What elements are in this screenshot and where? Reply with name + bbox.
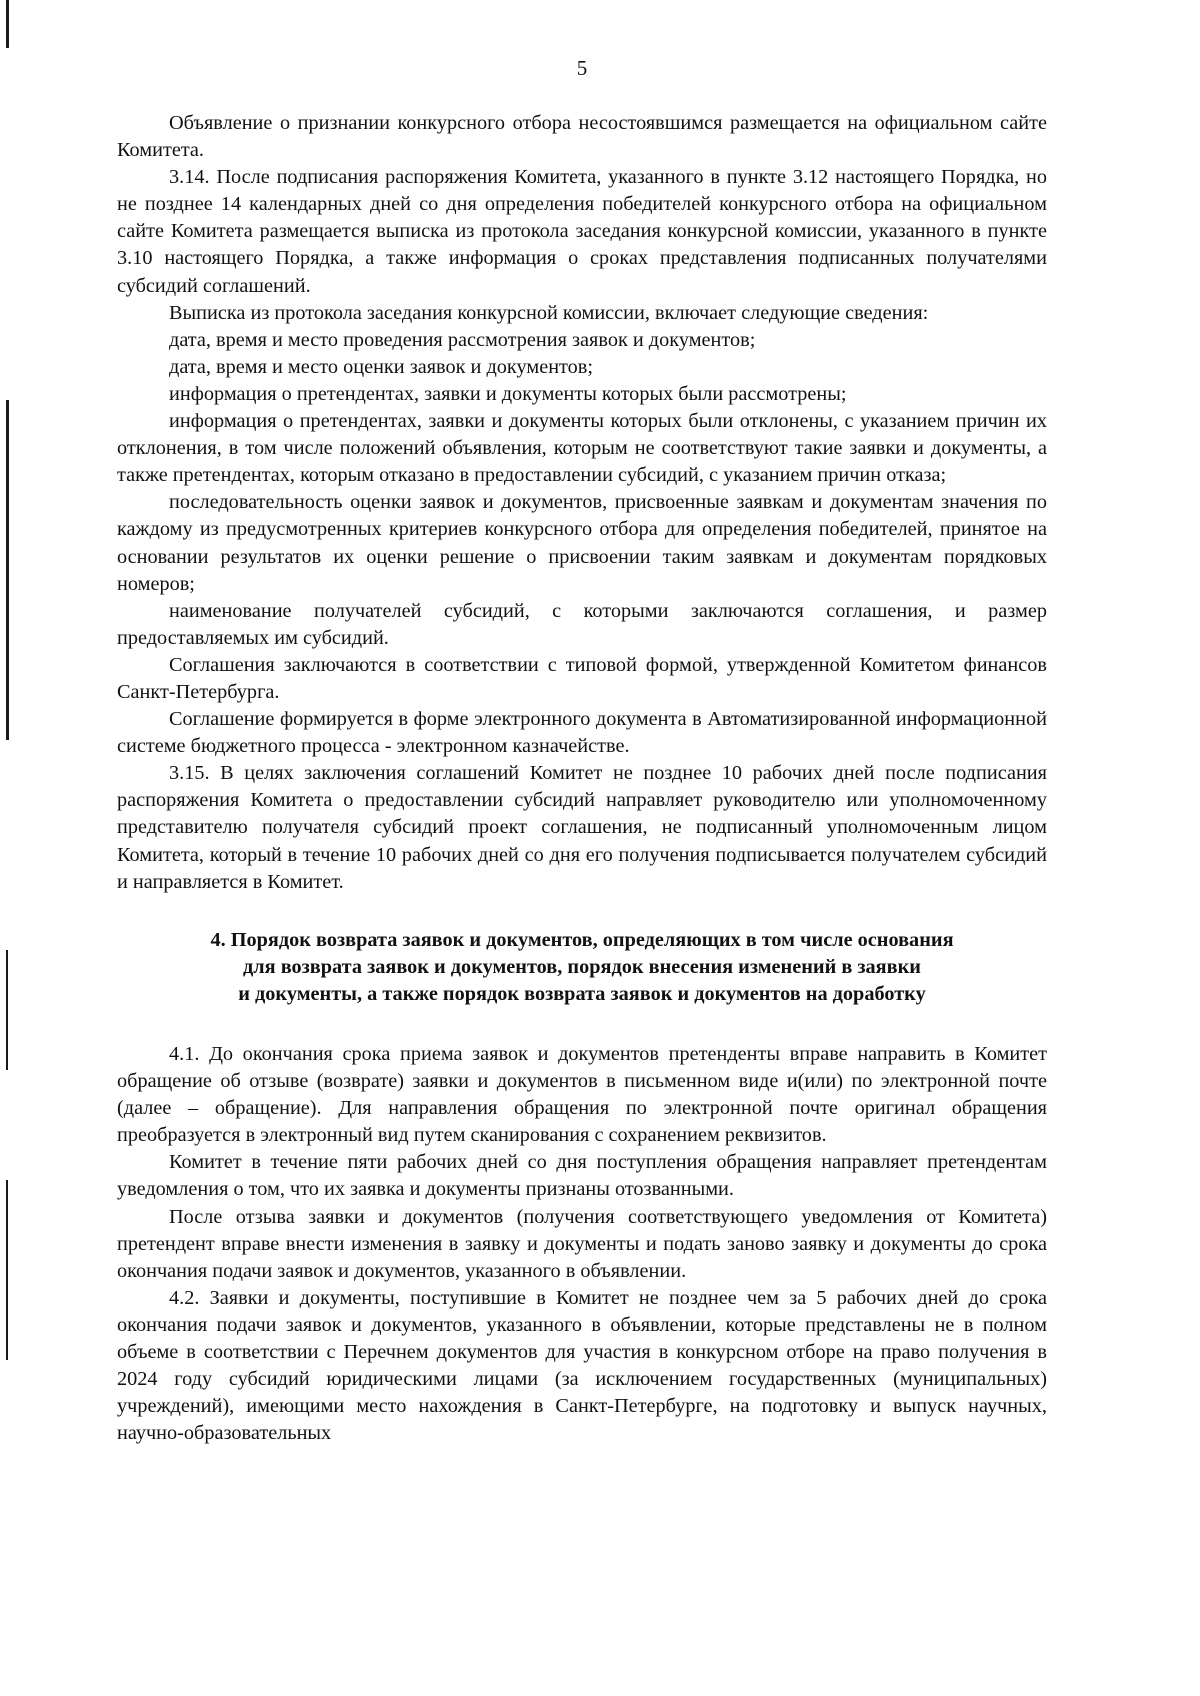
list-item: дата, время и место проведения рассмотрения заявок и документов; xyxy=(169,328,756,351)
paragraph: 3.14. После подписания распоряжения Комитета, указанного в пункте 3.12 настоящего Порядка, но не позднее 14 календарных дней со дня определения победителей конкурсного отбора на официальном сайте Комитета размещается выписка из протокола заседания конкурсной комиссии, указанного в пункте 3.10 настоящего Порядка, а также информация о сроках представления подписанных получателями субсидий соглашений. xyxy=(117,166,1047,297)
list-item: информация о претендентах, заявки и документы которых были отклонены, с указанием причин их отклонения, в том числе положений объявления, которым не соответствуют такие заявки и документы, а также претендентах, которым отказано в предоставлении субсидий, с указанием причин отказа; xyxy=(117,410,1047,487)
section-heading xyxy=(117,927,1047,1008)
paragraph: Соглашение формируется в форме электронного документа в Автоматизированной информационной системе бюджетного процесса - электронном казначействе. xyxy=(117,708,1047,758)
paragraph: Соглашения заключаются в соответствии с типовой формой, утвержденной Комитетом финансов Санкт-Петербурга. xyxy=(117,653,1047,703)
paragraph: 4.1. До окончания срока приема заявок и документов претенденты вправе направить в Комитет обращение об отзыве (возврате) заявки и документов в письменном виде и(или) по электронной почте (далее – обращение). Для направления обращения по электронной почте оригинал обращения преобразуется в электронный вид путем сканирования с сохранением реквизитов. xyxy=(117,1043,1047,1147)
scan-edge-line-middle xyxy=(6,400,9,740)
section-heading-line: для возврата заявок и документов, порядок внесения изменений в заявки xyxy=(243,955,921,978)
paragraph: Комитет в течение пяти рабочих дней со дня поступления обращения направляет претендентам уведомления о том, что их заявка и документы признаны отозванными. xyxy=(117,1151,1047,1201)
list-item: наименование получателей субсидий, с которыми заключаются соглашения, и размер предоставляемых им субсидий. xyxy=(117,599,1047,649)
paragraph: Объявление о признании конкурсного отбора несостоявшимся размещается на официальном сайте Комитета. xyxy=(117,112,1047,162)
paragraph: 3.15. В целях заключения соглашений Комитет не позднее 10 рабочих дней после подписания распоряжения Комитета о предоставлении субсидий направляет руководителю или уполномоченному представителю получателя субсидий проект соглашения, не подписанный уполномоченным лицом Комитета, который в течение 10 рабочих дней со дня его получения подписывается получателем субсидий и направляется в Комитет. xyxy=(117,762,1047,893)
scan-edge-line-lower xyxy=(6,950,8,1070)
section-heading-line: и документы, а также порядок возврата заявок и документов на доработку xyxy=(238,982,926,1005)
list-item: последовательность оценки заявок и документов, присвоенные заявкам и документам значения по каждому из предусмотренных критериев конкурсного отбора для определения победителей, принятое на основании результатов их оценки решение о присвоении таким заявкам и документам порядковых номеров; xyxy=(117,491,1047,595)
paragraphs-bottom xyxy=(117,1041,1047,1447)
paragraph: Выписка из протокола заседания конкурсной комиссии, включает следующие сведения: xyxy=(169,301,929,324)
document-page xyxy=(117,0,1047,1447)
section-heading-line: 4. Порядок возврата заявок и документов, определяющих в том числе основания xyxy=(210,928,954,951)
paragraph: После отзыва заявки и документов (получения соответствующего уведомления от Комитета) претендент вправе внести изменения в заявку и документы и подать заново заявку и документы до срока окончания подачи заявок и документов, указанного в объявлении. xyxy=(117,1205,1047,1282)
page-number: 5 xyxy=(576,56,588,80)
scan-edge-line-bottom xyxy=(6,1180,8,1360)
paragraphs-top xyxy=(117,110,1047,896)
scan-edge-line-top xyxy=(6,0,9,48)
paragraph: 4.2. Заявки и документы, поступившие в Комитет не позднее чем за 5 рабочих дней до срока окончания подачи заявок и документов, указанного в объявлении, которые представлены не в полном объеме в соответствии с Перечнем документов для участия в конкурсном отборе на право получения в 2024 году субсидий юридическими лицами (за исключением государственных (муниципальных) учреждений), имеющими место нахождения в Санкт-Петербурге, на подготовку и выпуск научных, научно-образовательных xyxy=(117,1286,1047,1445)
list-item: дата, время и место оценки заявок и документов; xyxy=(169,355,594,378)
list-item: информация о претендентах, заявки и документы которых были рассмотрены; xyxy=(169,382,847,405)
